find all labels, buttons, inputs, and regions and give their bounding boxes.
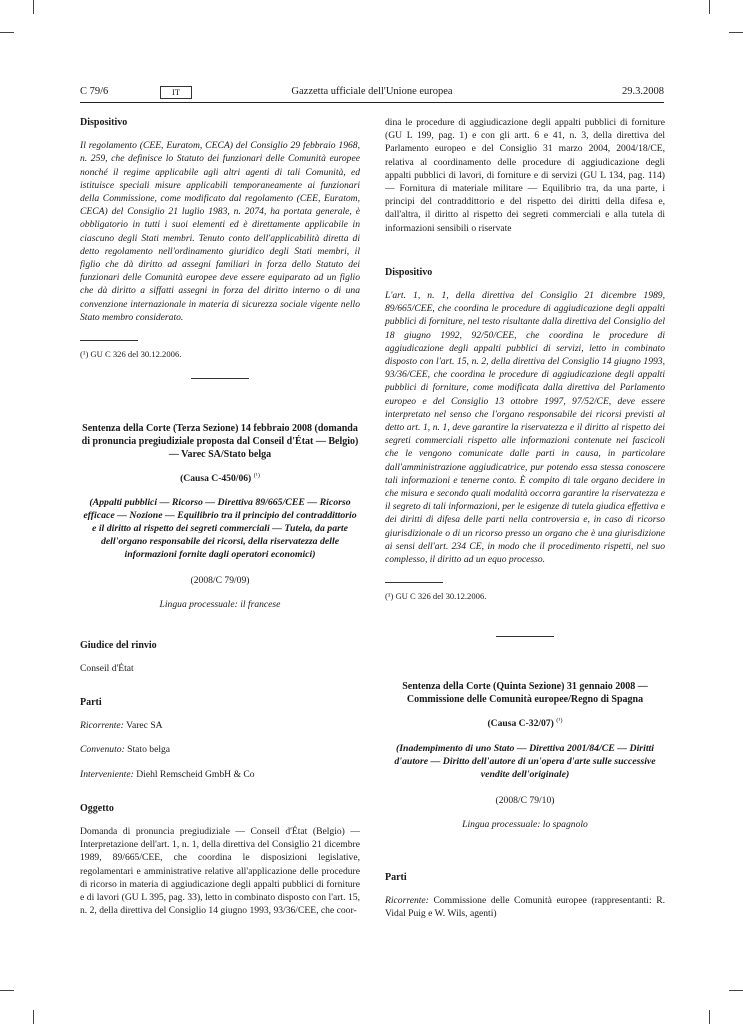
case-number: (Causa C-32/07) — [487, 718, 554, 730]
crop-mark — [0, 32, 14, 33]
oggetto-continuation: dina le procedure di aggiudicazione degli appalti pubblici di forniture (GU L 199, pag. 1) e con gli artt. 6 e 41, n. 3, della direttiva del Parlamento europeo e del Consiglio 31 marzo 2004, 2004/18/CE, relativa al coordinamento delle procedure di aggiudicazione degli appalti pubblici di lavori, di forniture e di servizi (GU L 134, pag. 114) — Fornitura di materiale militare — Equilibrio tra, da una parte, i principi del contraddittorio e del rispetto dei diritti della difesa e, dall'altra, il diritto al rispetto dei segreti commerciali e alla tutela di informazioni sensibili o riservate — [385, 117, 665, 234]
footnote: (¹) GU C 326 del 30.12.2006. — [80, 349, 182, 360]
procedural-language: Lingua processuale: lo spagnolo — [462, 818, 588, 830]
right-column — [385, 116, 665, 921]
party-value: Varec SA — [126, 720, 163, 732]
page-header — [80, 86, 664, 102]
case-title: Sentenza della Corte (Terza Sezione) 14 febbraio 2008 (domanda di pronuncia pregiudiziale proposta dal Conseil d'État — Belgio) — Varec SA/Stato belga — [81, 423, 359, 461]
party-ricorrente — [385, 894, 665, 920]
journal-title: Gazzetta ufficiale dell'Unione europea — [291, 86, 453, 97]
dispositivo-text: L'art. 1, n. 1, della direttiva del Consiglio 21 dicembre 1989, 89/665/CEE, che coordina le procedure di aggiudicazione degli appalti pubblici di forniture, nel testo risultante dalla direttiva del Consiglio del 18 giugno 1992, 92/50/CEE, che coordina le procedure di aggiudicazione degli appalti pubblici di servizi, letto in combinato disposto con l'art. 15, n. 2, della direttiva del Consiglio 14 giugno 1993, 93/36/CEE, che coordina le procedure di aggiudicazione degli appalti pubblici di forniture, come modificata dalla direttiva del Parlamento europeo e del Consiglio 13 ottobre 1997, 97/52/CE, deve essere interpretato nel senso che l'organo responsabile dei ricorsi previsti al detto art. 1, n. 1, deve garantire la riservatezza e il diritto al rispetto dei segreti commerciali rispetto alle informazioni contenute nei fascicoli che le vengono comunicate dalle parti in causa, in particolare dall'amministrazione aggiudicatrice, pur potendo essa stessa conoscere tali informazioni e tenerne conto. È compito di tale organo decidere in che misura e secondo quali modalità occorra garantire la riservatezza e il segreto di tali informazioni, per le esigenze di tutela giudica effettiva e dei diritti di difesa delle parti nella controversia e, in caso di ricorso giurisdizionale o di un ricorso presso un organo che è una giurisdizione ai sensi dell'art. 234 CE, in modo che il procedimento rispetti, nel suo complesso, il diritto ad un equo processo. — [385, 290, 665, 566]
case-number-line — [80, 472, 360, 485]
party-value: Commissione delle Comunità europee (rappresentanti: R. Vidal Puig e W. Wils, agenti) — [385, 895, 665, 920]
oggetto-text: Domanda di pronuncia pregiudiziale — Conseil d'État (Belgio) — Interpretazione dell'art. 1, n. 1, della direttiva del Consiglio 21 dicembre 1989, 89/665/CEE, che coordina le disposizioni legislative, regolamentari e amministrative relative all'applicazione delle procedure di ricorso in materia di aggiudicazione degli appalti pubblici di forniture e di lavori (GU L 395, pag. 33), letto in combinato disposto con l'art. 15, n. 2, della direttiva del Consiglio 14 giugno 1993, 93/36/CEE, che coor- — [80, 826, 360, 917]
issue-date: 29.3.2008 — [622, 86, 664, 97]
party-label: Ricorrente: — [80, 720, 124, 732]
party-value: Diehl Remscheid GmbH & Co — [136, 768, 255, 780]
case-subject: (Inadempimento di uno Stato — Direttiva 2001/84/CE — Diritti d'autore — Diritto dell'autore di un'opera d'arte sulle successive vendite dell'originale) — [394, 742, 656, 780]
language-code: IT — [160, 86, 192, 99]
crop-mark — [33, 1010, 34, 1024]
case-subject: (Appalti pubblici — Ricorso — Direttiva 89/665/CEE — Ricorso efficace — Nozione — Equilibrio tra il principio del contraddittorio e il diritto al rispetto dei segreti commerciali — Tutela, da parte dell'organo responsabile dei ricorsi, della riservatezza delle informazioni fornite dagli operatori economici) — [83, 497, 357, 561]
case-reference: (2008/C 79/10) — [495, 794, 555, 806]
crop-mark — [33, 0, 34, 14]
section-heading-dispositivo: Dispositivo — [385, 266, 433, 278]
crop-mark — [709, 0, 710, 14]
header-rule — [80, 102, 664, 103]
party-label: Interveniente: — [80, 768, 134, 780]
footnote-ref: (¹) — [556, 717, 563, 725]
section-heading-giudice: Giudice del rinvio — [80, 639, 157, 651]
party-convenuto — [80, 743, 360, 756]
dispositivo-text: Il regolamento (CEE, Euratom, CECA) del Consiglio 29 febbraio 1968, n. 259, che definisce lo Statuto dei funzionari delle Comunità europee nonché il regime applicabile agli altri agenti di tali Comunità, ed istituisce speciali misure applicabili temporaneamente ai funzionari della Commissione, come modificato dal regolamento (CEE, Euratom, CECA) del Consiglio 21 luglio 1983, n. 2074, ha portata generale, è obbligatorio in tutti i suoi elementi ed è direttamente applicabile in ciascuno degli Stati membri. Tenuto conto dell'applicabilità diretta di detto regolamento nell'ordinamento giuridico degli Stati membri, il figlio che dà diritto ad assegni familiari in forza dello Statuto dei funzionari delle Comunità europee deve essere equiparato ad un figlio che dà diritto a siffatti assegni in forza del diritto interno o di una convenzione internazionale in materia di sicurezza sociale vigente nello Stato membro considerato. — [80, 140, 360, 323]
crop-mark — [709, 1010, 710, 1024]
crop-mark — [0, 990, 14, 991]
page-number: C 79/6 — [80, 86, 109, 97]
case-number-line — [385, 717, 665, 730]
footnote-ref: (¹) — [253, 471, 260, 479]
section-heading-oggetto: Oggetto — [80, 802, 114, 814]
case-reference: (2008/C 79/09) — [190, 575, 250, 587]
section-heading-parti: Parti — [385, 871, 407, 883]
case-number: (Causa C-450/06) — [180, 473, 252, 485]
section-heading-parti: Parti — [80, 697, 102, 709]
left-column — [80, 116, 360, 918]
case-title: Sentenza della Corte (Quinta Sezione) 31 gennaio 2008 — Commissione delle Comunità europee/Regno di Spagna — [402, 681, 648, 706]
giudice-text: Conseil d'État — [80, 662, 134, 674]
party-value: Stato belga — [127, 744, 171, 756]
crop-mark — [729, 32, 743, 33]
crop-mark — [729, 990, 743, 991]
section-heading-dispositivo: Dispositivo — [80, 117, 128, 128]
party-label: Ricorrente: — [385, 895, 429, 907]
party-interveniente — [80, 768, 360, 781]
procedural-language: Lingua processuale: il francese — [159, 599, 281, 611]
party-ricorrente — [80, 719, 360, 732]
footnote: (¹) GU C 326 del 30.12.2006. — [385, 591, 487, 602]
party-label: Convenuto: — [80, 744, 125, 756]
